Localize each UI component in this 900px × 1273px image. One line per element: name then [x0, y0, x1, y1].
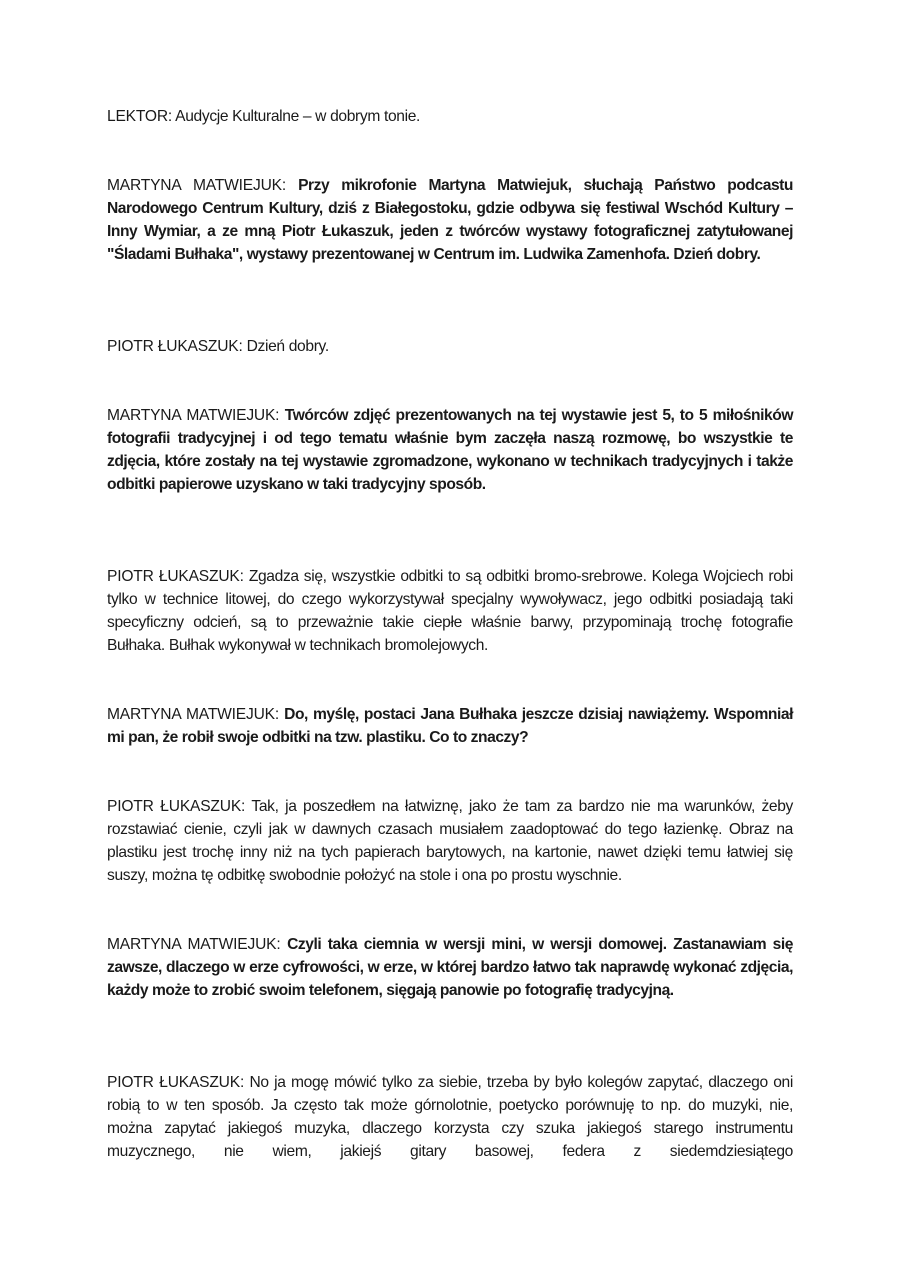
speaker-label: PIOTR ŁUKASZUK:	[107, 568, 244, 585]
paragraph-text: Czyli taka ciemnia w wersji mini, w wersji domowej. Zastanawiam się zawsze, dlaczego w erze cyfrowości, w erze, w której bardzo łatwo tak naprawdę wykonać zdjęcia, każdy może to zrobić swoim telefonem, sięgają panowie po fotografię tradycyjną.	[107, 936, 794, 999]
paragraph-text: Zgadza się, wszystkie odbitki to są odbitki bromo-srebrowe. Kolega Wojciech robi tylko w technice litowej, do czego wykorzystywał specjalny wywoływacz, jego odbitki posiadają taki specyficzny odcień, są to przeważnie takie ciepłe właśnie barwy, przypominają trochę fotografie Bułhaka. Bułhak wykonywał w technikach bromolejowych.	[107, 568, 794, 654]
speaker-label: PIOTR ŁUKASZUK:	[107, 338, 243, 355]
speaker-label: MARTYNA MATWIEJUK:	[107, 407, 280, 424]
speaker-label: MARTYNA MATWIEJUK:	[107, 177, 286, 194]
paragraph-martyna-4	[107, 933, 793, 1002]
speaker-label: PIOTR ŁUKASZUK:	[107, 1074, 245, 1091]
paragraph-piotr-3	[107, 795, 793, 887]
paragraph-text: Tak, ja poszedłem na łatwiznę, jako że tam za bardzo nie ma warunków, żeby rozstawiać cienie, czyli jak w dawnych czasach musiałem zaadoptować do tego łazienkę. Obraz na plastiku jest trochę inny niż na tych papierach barytowych, na kartonie, nawet dzięki temu łatwiej się suszy, można tę odbitkę swobodnie położyć na stole i ona po prostu wyschnie.	[107, 798, 793, 884]
speaker-label: PIOTR ŁUKASZUK:	[107, 798, 246, 815]
speaker-label: LEKTOR:	[107, 108, 173, 125]
paragraph-text: Dzień dobry.	[246, 338, 329, 355]
speaker-label: MARTYNA MATWIEJUK:	[107, 706, 279, 723]
paragraph-text: Audycje Kulturalne – w dobrym tonie.	[175, 108, 421, 125]
paragraph-text: Twórców zdjęć prezentowanych na tej wystawie jest 5, to 5 miłośników fotografii tradycyjnej i od tego tematu właśnie bym zaczęła naszą rozmowę, bo wszystkie te zdjęcia, które zostały na tej wystawie zgromadzone, wykonano w technikach tradycyjnych i także odbitki papierowe uzyskano w taki tradycyjny sposób.	[107, 407, 793, 493]
paragraph-piotr-4	[107, 1071, 793, 1163]
paragraph-lektor	[107, 105, 793, 128]
paragraph-martyna-2	[107, 404, 793, 496]
speaker-label: MARTYNA MATWIEJUK:	[107, 936, 281, 953]
paragraph-martyna-3	[107, 703, 793, 749]
paragraph-text: Przy mikrofonie Martyna Matwiejuk, słuchają Państwo podcastu Narodowego Centrum Kultury, dziś z Białegostoku, gdzie odbywa się festiwal Wschód Kultury – Inny Wymiar, a ze mną Piotr Łukaszuk, jeden z twórców wystawy fotograficznej zatytułowanej "Śladami Bułhaka", wystawy prezentowanej w Centrum im. Ludwika Zamenhofa. Dzień dobry.	[107, 177, 793, 263]
paragraph-text: Do, myślę, postaci Jana Bułhaka jeszcze dzisiaj nawiążemy. Wspomniał mi pan, że robił swoje odbitki na tzw. plastiku. Co to znaczy?	[107, 706, 793, 746]
paragraph-martyna-1	[107, 174, 793, 266]
paragraph-piotr-2	[107, 565, 793, 657]
paragraph-text: No ja mogę mówić tylko za siebie, trzeba by było kolegów zapytać, dlaczego oni robią to w ten sposób. Ja często tak może górnolotnie, poetycko porównuję to np. do muzyki, nie, można zapytać jakiegoś muzyka, dlaczego korzysta czy szuka jakiegoś starego instrumentu muzycznego, nie wiem, jakiejś gitary basowej, federa z siedemdziesiątego	[107, 1074, 793, 1160]
paragraph-piotr-1	[107, 335, 793, 358]
